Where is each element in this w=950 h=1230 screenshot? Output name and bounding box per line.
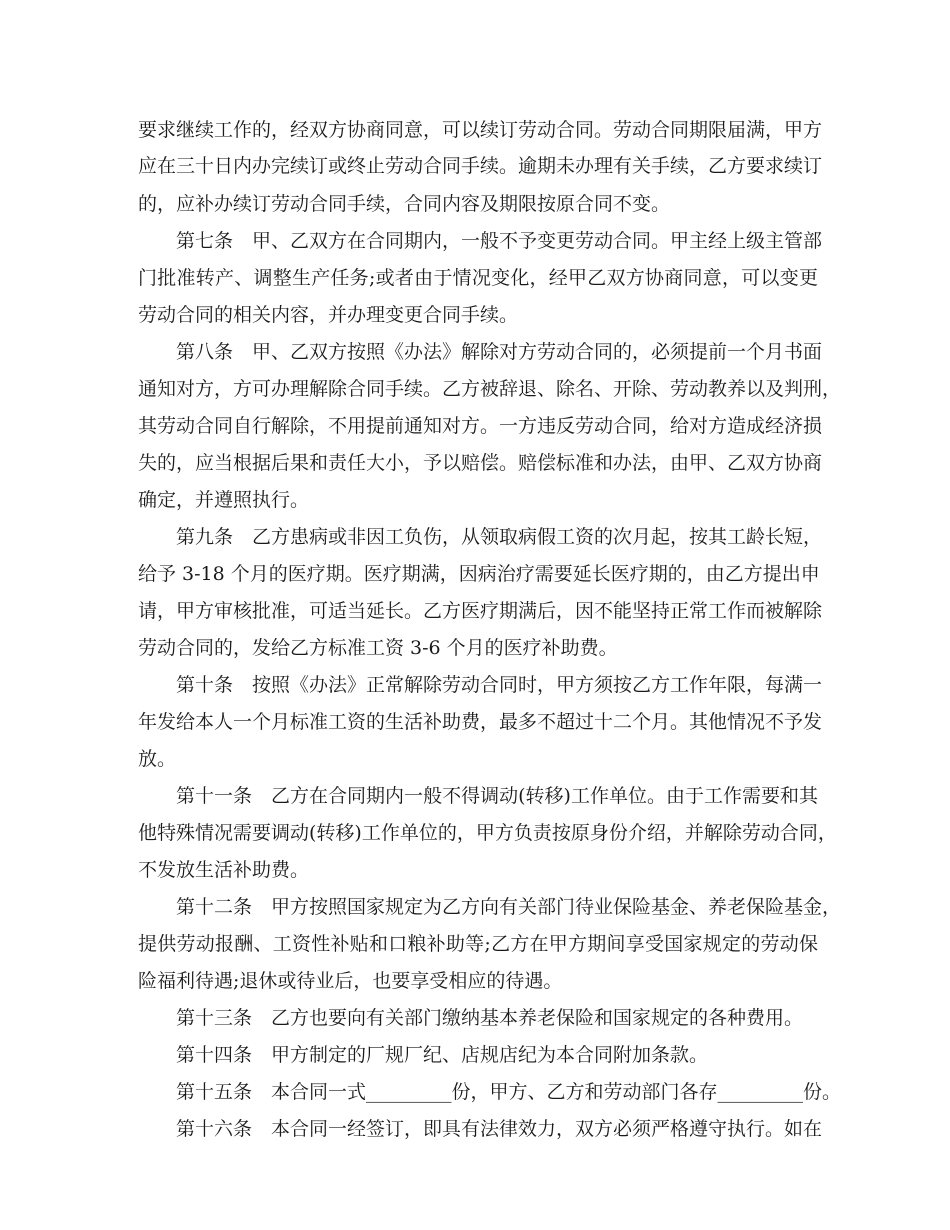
text-line: 提供劳动报酬、工资性补贴和口粮补助等;乙方在甲方期间享受国家规定的劳动保 (138, 933, 818, 955)
text-line: 失的，应当根据后果和责任大小，予以赔偿。赔偿标准和办法，由甲、乙双方协商 (138, 452, 823, 474)
text-line: 请，甲方审核批准，可适当延长。乙方医疗期满后，因不能坚持正常工作而被解除 (138, 600, 823, 622)
text-line: 放。 (138, 748, 177, 770)
text-line: 第十六条 本合同一经签订，即具有法律效力，双方必须严格遵守执行。如在 (176, 1118, 823, 1140)
text-line: 第十条 按照《办法》正常解除劳动合同时，甲方须按乙方工作年限，每满一 (176, 674, 823, 696)
text-line: 第九条 乙方患病或非因工负伤，从领取病假工资的次月起，按其工龄长短， (176, 526, 823, 548)
text-line: 劳动合同的相关内容，并办理变更合同手续。 (138, 304, 519, 326)
text-line: 第十四条 甲方制定的厂规厂纪、店规店纪为本合同附加条款。 (176, 1044, 709, 1066)
text-line: 要求继续工作的，经双方协商同意，可以续订劳动合同。劳动合同期限届满，甲方 (138, 119, 823, 141)
text-line: 第七条 甲、乙双方在合同期内，一般不予变更劳动合同。甲主经上级主管部 (176, 230, 823, 252)
text-line: 第十五条 本合同一式_________份，甲方、乙方和劳动部门各存_________份。 (176, 1081, 842, 1103)
text-line: 第十二条 甲方按照国家规定为乙方向有关部门待业保险基金、养老保险基金， (176, 896, 842, 918)
text-line: 第八条 甲、乙双方按照《办法》解除对方劳动合同的，必须提前一个月书面 (176, 341, 823, 363)
text-line: 确定，并遵照执行。 (138, 489, 310, 511)
text-line: 不发放生活补助费。 (138, 859, 310, 881)
text-line: 第十三条 乙方也要向有关部门缴纳基本养老保险和国家规定的各种费用。 (176, 1007, 804, 1029)
text-line: 其劳动合同自行解除，不用提前通知对方。一方违反劳动合同，给对方造成经济损 (138, 415, 823, 437)
text-line: 给予 3-18 个月的医疗期。医疗期满，因病治疗需要延长医疗期的，由乙方提出申 (138, 563, 820, 585)
text-line: 险福利待遇;退休或待业后，也要享受相应的待遇。 (138, 970, 563, 992)
text-line: 应在三十日内办完续订或终止劳动合同手续。逾期未办理有关手续，乙方要求续订 (138, 155, 823, 177)
text-line: 他特殊情况需要调动(转移)工作单位的，甲方负责按原身份介绍，并解除劳动合同， (138, 822, 837, 844)
text-line: 年发给本人一个月标准工资的生活补助费，最多不超过十二个月。其他情况不予发 (138, 711, 823, 733)
text-line: 劳动合同的，发给乙方标准工资 3-6 个月的医疗补助费。 (138, 637, 618, 659)
text-line: 通知对方，方可办理解除合同手续。乙方被辞退、除名、开除、劳动教养以及判刑， (138, 378, 842, 400)
text-line: 门批准转产、调整生产任务;或者由于情况变化，经甲乙双方协商同意，可以变更 (138, 267, 818, 289)
text-line: 第十一条 乙方在合同期内一般不得调动(转移)工作单位。由于工作需要和其 (176, 785, 818, 807)
text-line: 的，应补办续订劳动合同手续，合同内容及期限按原合同不变。 (138, 193, 671, 215)
